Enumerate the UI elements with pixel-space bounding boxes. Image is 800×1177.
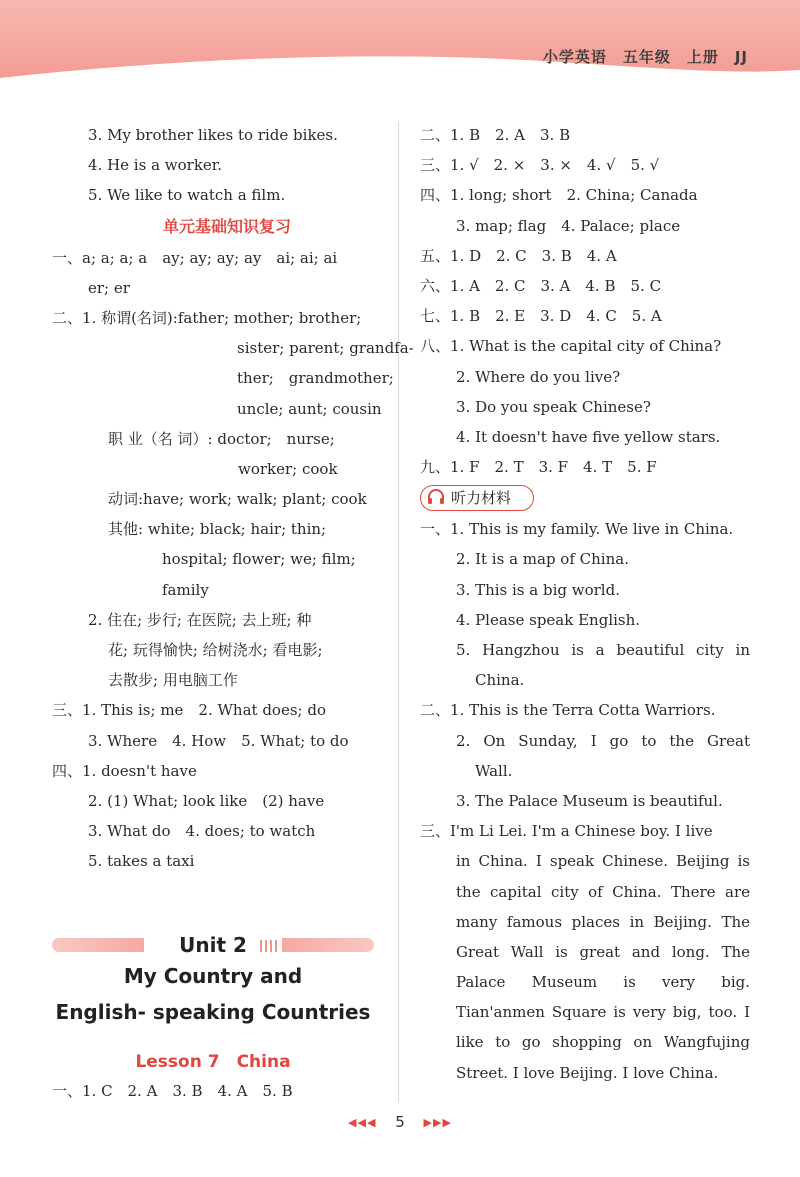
- answer-line: 5. takes a taxi: [88, 852, 195, 871]
- listening-row: [420, 482, 750, 514]
- answer-line: 四、1. long; short 2. China; Canada: [420, 186, 698, 205]
- listening-line: 5. Hangzhou is a beautiful city in: [456, 641, 750, 659]
- unit-stripes-right: [260, 940, 280, 952]
- listening-line: 三、I'm Li Lei. I'm a Chinese boy. I live: [420, 822, 713, 841]
- listening-line: 二、1. This is the Terra Cotta Warriors.: [420, 701, 716, 720]
- answer-line: 三、1. √ 2. × 3. × 4. √ 5. √: [420, 156, 660, 175]
- answer-line: 六、1. A 2. C 3. A 4. B 5. C: [420, 276, 662, 295]
- column-divider: [398, 122, 399, 1102]
- lesson-title: Lesson 7 China: [135, 1052, 291, 1072]
- answer-line: er; er: [88, 278, 130, 297]
- answer-line: worker; cook: [238, 459, 338, 478]
- unit-title: Unit 2: [179, 933, 247, 957]
- page-footer: [0, 1113, 800, 1131]
- unit-subtitle-line2: English- speaking Countries: [55, 1000, 371, 1024]
- header-title: 小学英语 五年级 上册 JJ: [542, 48, 748, 66]
- answer-line: 2. Where do you live?: [456, 367, 621, 386]
- prev-arrows-icon: ◀◀◀: [348, 1116, 377, 1129]
- listening-line: many famous places in Beijing. The: [456, 912, 750, 931]
- answer-line: 八、1. What is the capital city of China?: [420, 337, 722, 356]
- unit-banner: [52, 932, 374, 958]
- answer-line: 4. He is a worker.: [88, 156, 223, 175]
- answer-line: 四、1. doesn't have: [52, 761, 197, 780]
- next-arrows-icon: ▶▶▶: [423, 1116, 452, 1129]
- answer-line: family: [162, 580, 209, 599]
- answer-line: 去散步; 用电脑工作: [108, 671, 238, 690]
- answer-line: 3. map; flag 4. Palace; place: [456, 216, 681, 235]
- answer-line: uncle; aunt; cousin: [237, 399, 382, 418]
- answer-line: 花; 玩得愉快; 给树浇水; 看电影;: [108, 641, 323, 659]
- review-section-title: 单元基础知识复习: [162, 216, 291, 236]
- right-column: [420, 120, 750, 1088]
- listening-line: Tian'anmen Square is very big, too. I: [456, 1003, 750, 1022]
- listening-line: 2. It is a map of China.: [456, 550, 629, 569]
- answer-line: 2. (1) What; look like (2) have: [88, 791, 325, 810]
- listening-label: 听力材料: [451, 489, 512, 508]
- listening-line: the capital city of China. There are: [456, 882, 750, 901]
- answer-line: 一、1. C 2. A 3. B 4. A 5. B: [52, 1082, 293, 1100]
- listening-line: like to go shopping on Wangfujing: [456, 1033, 750, 1052]
- listening-line: Palace Museum is very big.: [456, 973, 750, 992]
- answer-line: sister; parent; grandfa-: [237, 339, 414, 358]
- answer-line: 九、1. F 2. T 3. F 4. T 5. F: [420, 458, 657, 477]
- answer-line: 二、1. B 2. A 3. B: [420, 126, 571, 144]
- page-number: 5: [395, 1113, 405, 1131]
- listening-line: Wall.: [475, 761, 513, 780]
- answer-line: 3. What do 4. does; to watch: [88, 822, 316, 841]
- listening-line: 4. Please speak English.: [456, 610, 641, 629]
- left-column: [52, 120, 414, 877]
- unit-subtitle-line1: My Country and: [123, 964, 303, 988]
- answer-line: 职 业（名 词）: doctor; nurse;: [108, 429, 335, 448]
- answer-line: 4. It doesn't have five yellow stars.: [456, 427, 721, 446]
- answer-line: 五、1. D 2. C 3. B 4. A: [420, 246, 617, 265]
- answer-line: 5. We like to watch a film.: [88, 186, 286, 205]
- answer-line: 七、1. B 2. E 3. D 4. C 5. A: [420, 307, 662, 326]
- listening-line: 3. The Palace Museum is beautiful.: [456, 791, 723, 810]
- headphones-icon: [427, 489, 445, 505]
- listening-line: Great Wall is great and long. The: [456, 942, 750, 961]
- listening-line: 2. On Sunday, I go to the Great: [456, 731, 750, 750]
- answer-line: 一、a; a; a; a ay; ay; ay; ay ai; ai; ai: [52, 248, 338, 267]
- answer-line: 3. My brother likes to ride bikes.: [88, 126, 338, 144]
- answer-line: ther; grandmother;: [237, 369, 394, 388]
- answer-line: 其他: white; black; hair; thin;: [108, 520, 327, 539]
- answer-line: 3. Do you speak Chinese?: [456, 397, 651, 416]
- listening-line: in China. I speak Chinese. Beijing is: [456, 852, 750, 871]
- answer-line: hospital; flower; we; film;: [162, 550, 356, 569]
- listening-line: Street. I love Beijing. I love China.: [456, 1063, 719, 1082]
- answer-line: 二、1. 称谓(名词):father; mother; brother;: [52, 308, 362, 327]
- listening-line: 一、1. This is my family. We live in China.: [420, 520, 734, 539]
- answer-line: 三、1. This is; me 2. What does; do: [52, 701, 326, 720]
- listening-line: China.: [475, 671, 525, 690]
- listening-line: 3. This is a big world.: [456, 580, 620, 599]
- answer-line: 2. 住在; 步行; 在医院; 去上班; 种: [88, 610, 312, 629]
- answer-line: 动词:have; work; walk; plant; cook: [108, 490, 367, 509]
- answer-line: 3. Where 4. How 5. What; to do: [88, 731, 349, 750]
- listening-tag: [420, 485, 534, 511]
